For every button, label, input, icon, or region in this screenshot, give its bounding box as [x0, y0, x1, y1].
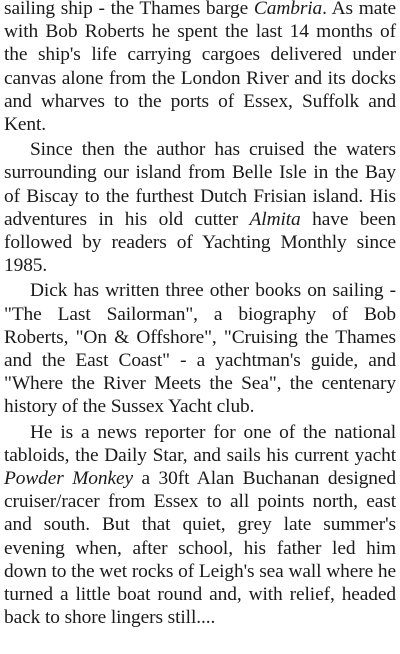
- text-segment: sailing ship - the Thames barge: [4, 0, 254, 19]
- text-segment: Dick has written three other books on sailing - "The Last Sailorman", a biography of Bob Roberts, "On & Offshore", "Cruising the Thames and the East Coast" - a yachtman's guide, and "Where the River Meets the Sea", the centenary history of the Sussex Yacht club.: [4, 280, 396, 418]
- paragraph-cruising: [4, 138, 396, 277]
- yacht-name-powder-monkey: Powder Monkey: [4, 468, 133, 490]
- paragraph-reporter: [4, 421, 396, 630]
- paragraph-books: [4, 279, 396, 418]
- text-segment: He is a news reporter for one of the national tabloids, the Daily Star, and sails his current yacht: [4, 421, 396, 466]
- boat-name-almita: Almita: [249, 208, 301, 230]
- text-segment: have been followed by readers of Yachting Monthly since 1985.: [4, 208, 396, 277]
- text-segment: a 30ft Alan Buchanan designed cruiser/racer from Essex to all points north, east and south. But that quiet, grey late summer's evening when, after school, his father led him down to the wet rocks of Leigh's sea wall where he turned a little boat round and, with relief, headed back to shore lingers still....: [4, 468, 396, 629]
- paragraph-cambria: [4, 0, 396, 136]
- text-segment: Since then the author has cruised the waters surrounding our island from Belle Isle in the Bay of Biscay to the furthest Dutch Frisian island. His adventures in his old cutter: [4, 139, 396, 230]
- text-segment: . As mate with Bob Roberts he spent the last 14 months of the ship's life carrying cargoes delivered under canvas alone from the London River and its docks and wharves to the ports of Essex, Suffolk and Kent.: [4, 0, 396, 136]
- ship-name-cambria: Cambria: [253, 0, 323, 19]
